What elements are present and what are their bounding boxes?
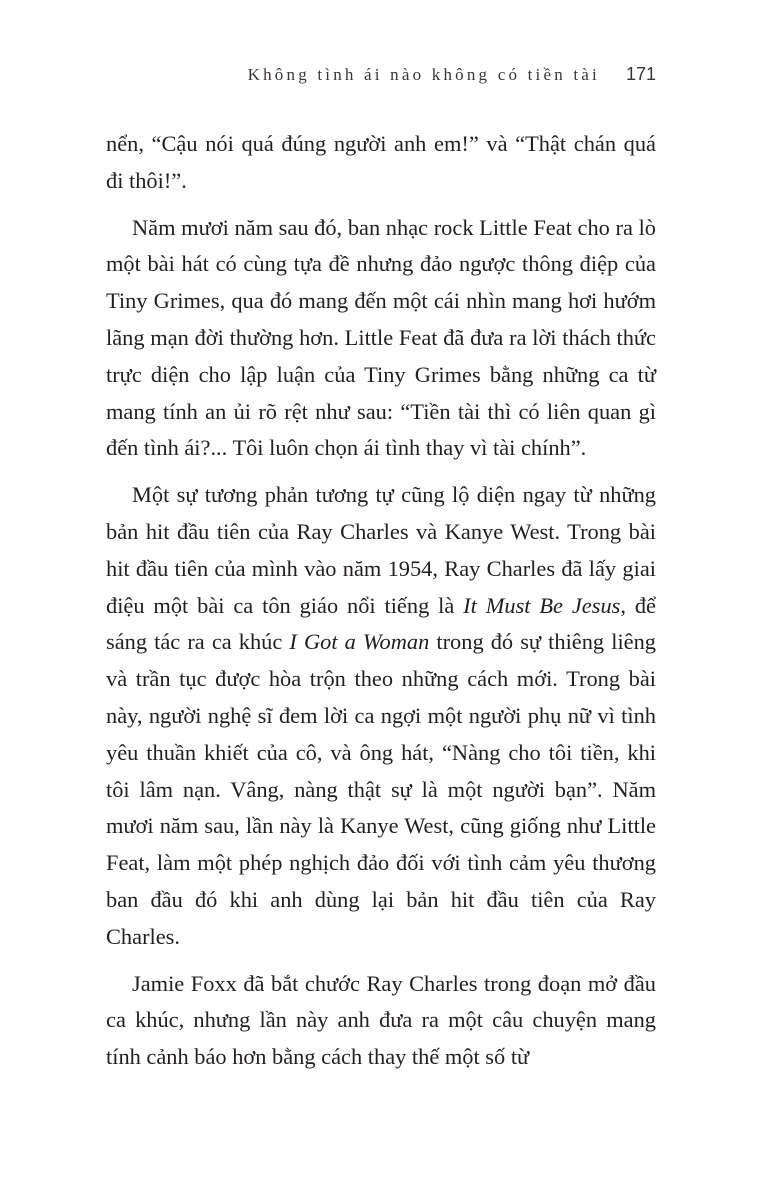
paragraph <box>106 210 656 468</box>
text-segment: , để sáng tác ra ca khúc <box>106 592 656 655</box>
text-segment: trong đó sự thiêng liêng và trần tục được hòa trộn theo những cách mới. Trong bài này, người nghệ sĩ đem lời ca ngợi một người phụ nữ vì tình yêu thuần khiết của cô, và ông hát, “Nàng cho tôi tiền, khi tôi lâm nạn. Vâng, nàng thật sự là một người bạn”. Năm mươi năm sau, lần này là Kanye West, cũng giống như Little Feat, làm một phép nghịch đảo đối với tình cảm yêu thương ban đầu đó khi anh dùng lại bản hit đầu tiên của Ray Charles. <box>106 629 656 949</box>
paragraph <box>106 477 656 955</box>
italic-title: I Got a Woman <box>289 629 430 655</box>
paragraph <box>106 126 656 200</box>
running-header <box>248 64 656 85</box>
running-title: Không tình ái nào không có tiền tài <box>247 65 600 84</box>
page-number: 171 <box>625 64 656 84</box>
text-segment: Jamie Foxx đã bắt chước Ray Charles trong đoạn mở đầu ca khúc, nhưng lần này anh đưa ra một câu chuyện mang tính cảnh báo hơn bằng cách thay thế một số từ <box>106 970 656 1070</box>
text-segment: Một sự tương phản tương tự cũng lộ diện ngay từ những bản hit đầu tiên của Ray Charles và Kanye West. Trong bài hit đầu tiên của mình vào năm 1954, Ray Charles đã lấy giai điệu một bài ca tôn giáo nổi tiếng là <box>106 482 656 618</box>
text-segment: Năm mươi năm sau đó, ban nhạc rock Little Feat cho ra lò một bài hát có cùng tựa đề nhưng đảo ngược thông điệp của Tiny Grimes, qua đó mang đến một cái nhìn mang hơi hướm lãng mạn đời thường hơn. Little Feat đã đưa ra lời thách thức trực diện cho lập luận của Tiny Grimes bằng những ca từ mang tính an ủi rõ rệt như sau: “Tiền tài thì có liên quan gì đến tình ái?... Tôi luôn chọn ái tình thay vì tài chính”. <box>106 214 656 461</box>
paragraph <box>106 966 656 1076</box>
text-segment: nển, “Cậu nói quá đúng người anh em!” và “Thật chán quá đi thôi!”. <box>106 131 656 193</box>
italic-title: It Must Be Jesus <box>463 592 621 618</box>
body-text <box>106 126 656 1086</box>
